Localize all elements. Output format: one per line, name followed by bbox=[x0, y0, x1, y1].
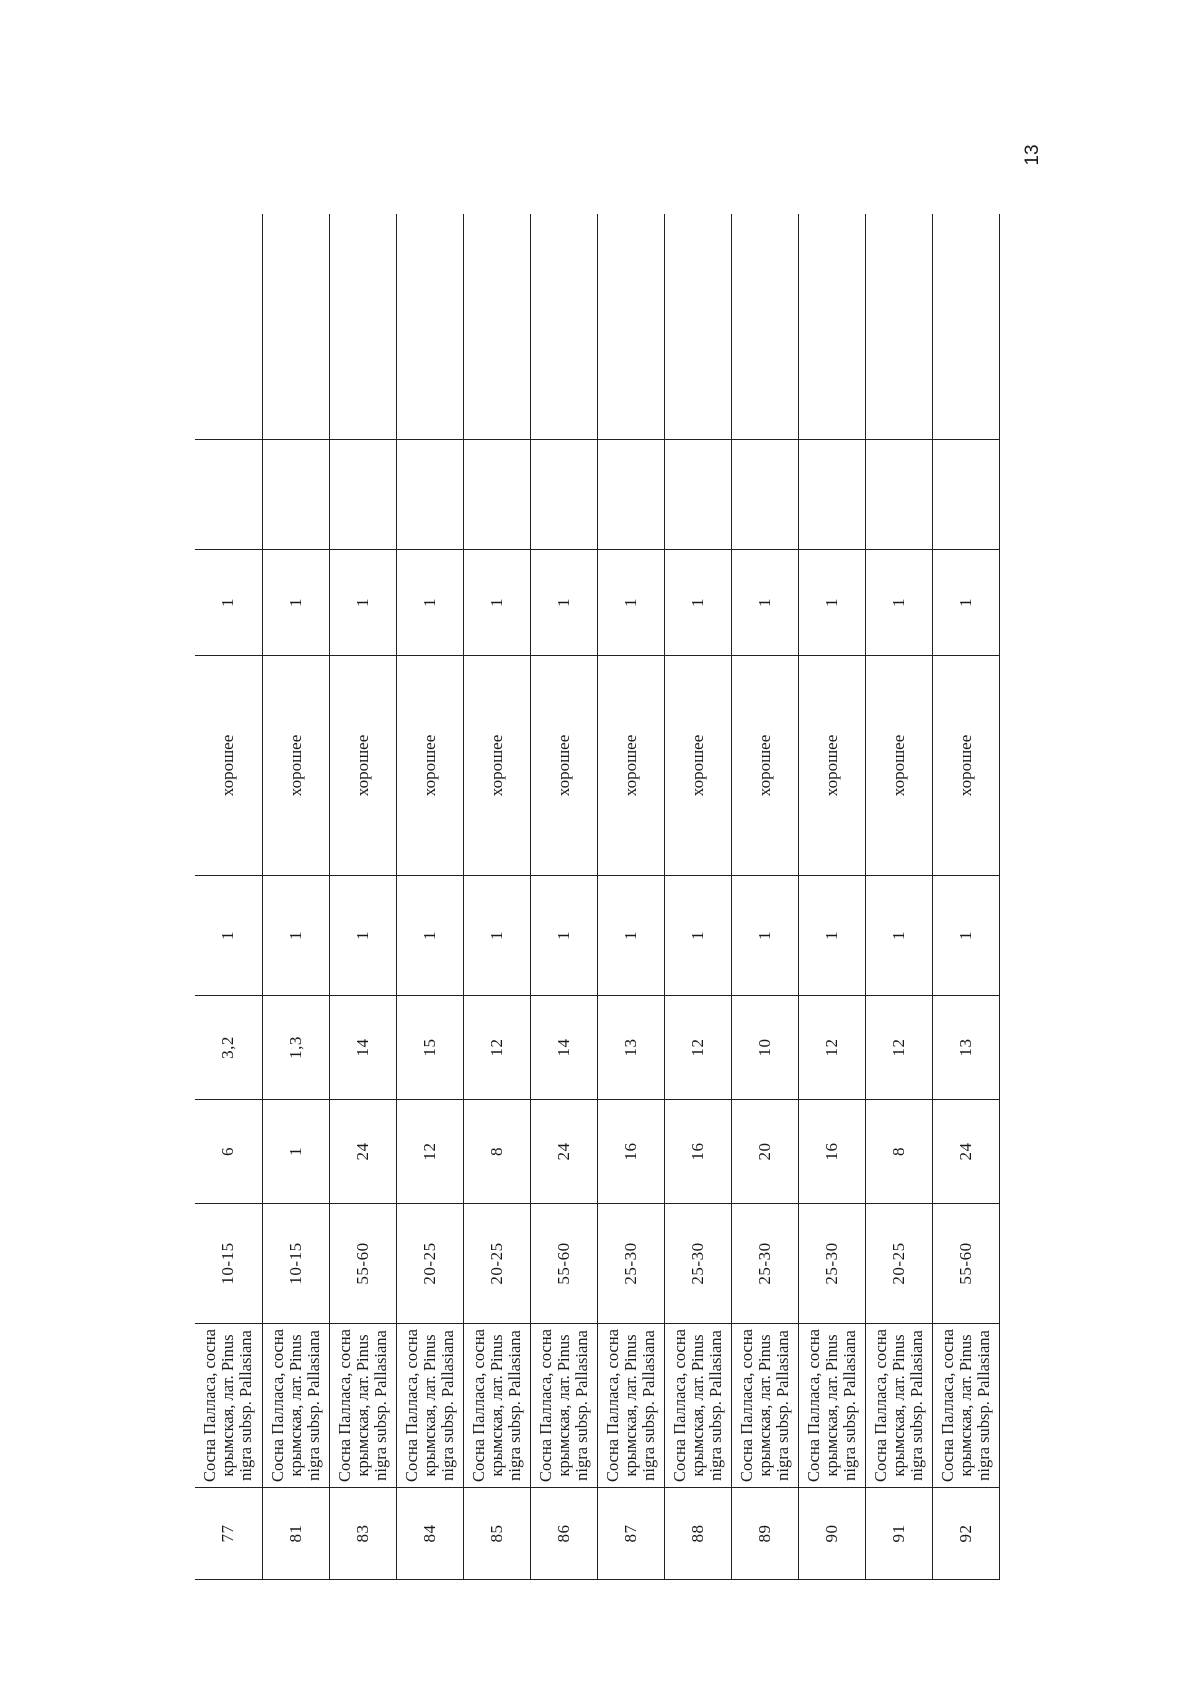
condition-cell: хорошее bbox=[865, 656, 932, 876]
row-number-cell: 77 bbox=[195, 1488, 262, 1580]
count-cell: 1 bbox=[530, 876, 597, 996]
empty-cell bbox=[597, 214, 664, 440]
count-cell: 1 bbox=[463, 876, 530, 996]
empty-cell bbox=[932, 214, 999, 440]
table-row bbox=[731, 214, 798, 1580]
diameter-cell: 1 bbox=[262, 1100, 329, 1204]
category-cell: 1 bbox=[731, 550, 798, 656]
category-cell: 1 bbox=[597, 550, 664, 656]
empty-cell bbox=[463, 440, 530, 550]
row-number-cell: 85 bbox=[463, 1488, 530, 1580]
age-cell: 55-60 bbox=[932, 1204, 999, 1324]
age-cell: 25-30 bbox=[731, 1204, 798, 1324]
table-row bbox=[530, 214, 597, 1580]
empty-cell bbox=[262, 214, 329, 440]
empty-cell bbox=[731, 214, 798, 440]
category-cell: 1 bbox=[664, 550, 731, 656]
empty-cell bbox=[530, 214, 597, 440]
species-cell: Сосна Палласа, сосна крымская, лат. Pinus nigra subsp. Pallasiana bbox=[932, 1324, 999, 1488]
category-cell: 1 bbox=[262, 550, 329, 656]
age-cell: 55-60 bbox=[530, 1204, 597, 1324]
empty-cell bbox=[597, 440, 664, 550]
height-cell: 13 bbox=[932, 996, 999, 1100]
row-number-cell: 83 bbox=[329, 1488, 396, 1580]
condition-cell: хорошее bbox=[664, 656, 731, 876]
count-cell: 1 bbox=[731, 876, 798, 996]
table-body bbox=[195, 214, 1000, 1580]
diameter-cell: 16 bbox=[597, 1100, 664, 1204]
species-cell: Сосна Палласа, сосна крымская, лат. Pinus nigra subsp. Pallasiana bbox=[262, 1324, 329, 1488]
diameter-cell: 12 bbox=[396, 1100, 463, 1204]
count-cell: 1 bbox=[865, 876, 932, 996]
diameter-cell: 16 bbox=[798, 1100, 865, 1204]
count-cell: 1 bbox=[597, 876, 664, 996]
species-cell: Сосна Палласа, сосна крымская, лат. Pinus nigra subsp. Pallasiana bbox=[463, 1324, 530, 1488]
empty-cell bbox=[396, 214, 463, 440]
height-cell: 12 bbox=[463, 996, 530, 1100]
diameter-cell: 8 bbox=[865, 1100, 932, 1204]
row-number-cell: 81 bbox=[262, 1488, 329, 1580]
age-cell: 25-30 bbox=[798, 1204, 865, 1324]
condition-cell: хорошее bbox=[329, 656, 396, 876]
row-number-cell: 87 bbox=[597, 1488, 664, 1580]
empty-cell bbox=[463, 214, 530, 440]
age-cell: 20-25 bbox=[396, 1204, 463, 1324]
category-cell: 1 bbox=[463, 550, 530, 656]
row-number-cell: 86 bbox=[530, 1488, 597, 1580]
height-cell: 12 bbox=[664, 996, 731, 1100]
category-cell: 1 bbox=[865, 550, 932, 656]
count-cell: 1 bbox=[664, 876, 731, 996]
table-row bbox=[195, 214, 262, 1580]
condition-cell: хорошее bbox=[798, 656, 865, 876]
table-row bbox=[865, 214, 932, 1580]
height-cell: 15 bbox=[396, 996, 463, 1100]
height-cell: 12 bbox=[798, 996, 865, 1100]
category-cell: 1 bbox=[530, 550, 597, 656]
empty-cell bbox=[530, 440, 597, 550]
table-row bbox=[932, 214, 999, 1580]
condition-cell: хорошее bbox=[396, 656, 463, 876]
diameter-cell: 20 bbox=[731, 1100, 798, 1204]
diameter-cell: 16 bbox=[664, 1100, 731, 1204]
count-cell: 1 bbox=[396, 876, 463, 996]
empty-cell bbox=[798, 440, 865, 550]
table-row bbox=[262, 214, 329, 1580]
diameter-cell: 24 bbox=[932, 1100, 999, 1204]
empty-cell bbox=[798, 214, 865, 440]
diameter-cell: 24 bbox=[329, 1100, 396, 1204]
condition-cell: хорошее bbox=[731, 656, 798, 876]
count-cell: 1 bbox=[932, 876, 999, 996]
empty-cell bbox=[195, 440, 262, 550]
empty-cell bbox=[865, 214, 932, 440]
age-cell: 20-25 bbox=[463, 1204, 530, 1324]
height-cell: 1,3 bbox=[262, 996, 329, 1100]
table-row bbox=[798, 214, 865, 1580]
empty-cell bbox=[262, 440, 329, 550]
empty-cell bbox=[396, 440, 463, 550]
tree-inventory-table-region bbox=[195, 214, 1000, 1580]
category-cell: 1 bbox=[932, 550, 999, 656]
condition-cell: хорошее bbox=[530, 656, 597, 876]
count-cell: 1 bbox=[798, 876, 865, 996]
row-number-cell: 84 bbox=[396, 1488, 463, 1580]
empty-cell bbox=[932, 440, 999, 550]
empty-cell bbox=[195, 214, 262, 440]
category-cell: 1 bbox=[396, 550, 463, 656]
diameter-cell: 8 bbox=[463, 1100, 530, 1204]
diameter-cell: 24 bbox=[530, 1100, 597, 1204]
diameter-cell: 6 bbox=[195, 1100, 262, 1204]
species-cell: Сосна Палласа, сосна крымская, лат. Pinus nigra subsp. Pallasiana bbox=[396, 1324, 463, 1488]
species-cell: Сосна Палласа, сосна крымская, лат. Pinus nigra subsp. Pallasiana bbox=[329, 1324, 396, 1488]
row-number-cell: 89 bbox=[731, 1488, 798, 1580]
age-cell: 10-15 bbox=[195, 1204, 262, 1324]
empty-cell bbox=[664, 214, 731, 440]
table-row bbox=[396, 214, 463, 1580]
age-cell: 20-25 bbox=[865, 1204, 932, 1324]
height-cell: 3,2 bbox=[195, 996, 262, 1100]
height-cell: 10 bbox=[731, 996, 798, 1100]
category-cell: 1 bbox=[195, 550, 262, 656]
condition-cell: хорошее bbox=[463, 656, 530, 876]
condition-cell: хорошее bbox=[262, 656, 329, 876]
empty-cell bbox=[731, 440, 798, 550]
row-number-cell: 91 bbox=[865, 1488, 932, 1580]
species-cell: Сосна Палласа, сосна крымская, лат. Pinus nigra subsp. Pallasiana bbox=[865, 1324, 932, 1488]
age-cell: 10-15 bbox=[262, 1204, 329, 1324]
row-number-cell: 90 bbox=[798, 1488, 865, 1580]
species-cell: Сосна Палласа, сосна крымская, лат. Pinus nigra subsp. Pallasiana bbox=[798, 1324, 865, 1488]
age-cell: 25-30 bbox=[597, 1204, 664, 1324]
category-cell: 1 bbox=[329, 550, 396, 656]
table-row bbox=[329, 214, 396, 1580]
count-cell: 1 bbox=[262, 876, 329, 996]
row-number-cell: 92 bbox=[932, 1488, 999, 1580]
empty-cell bbox=[329, 214, 396, 440]
height-cell: 13 bbox=[597, 996, 664, 1100]
species-cell: Сосна Палласа, сосна крымская, лат. Pinus nigra subsp. Pallasiana bbox=[664, 1324, 731, 1488]
count-cell: 1 bbox=[329, 876, 396, 996]
empty-cell bbox=[865, 440, 932, 550]
age-cell: 25-30 bbox=[664, 1204, 731, 1324]
height-cell: 12 bbox=[865, 996, 932, 1100]
condition-cell: хорошее bbox=[932, 656, 999, 876]
height-cell: 14 bbox=[530, 996, 597, 1100]
condition-cell: хорошее bbox=[597, 656, 664, 876]
table-row bbox=[664, 214, 731, 1580]
count-cell: 1 bbox=[195, 876, 262, 996]
category-cell: 1 bbox=[798, 550, 865, 656]
species-cell: Сосна Палласа, сосна крымская, лат. Pinus nigra subsp. Pallasiana bbox=[597, 1324, 664, 1488]
table-row bbox=[463, 214, 530, 1580]
row-number-cell: 88 bbox=[664, 1488, 731, 1580]
height-cell: 14 bbox=[329, 996, 396, 1100]
tree-inventory-table bbox=[195, 214, 1000, 1580]
age-cell: 55-60 bbox=[329, 1204, 396, 1324]
page-number: 13 bbox=[1022, 144, 1043, 166]
condition-cell: хорошее bbox=[195, 656, 262, 876]
species-cell: Сосна Палласа, сосна крымская, лат. Pinus nigra subsp. Pallasiana bbox=[195, 1324, 262, 1488]
table-row bbox=[597, 214, 664, 1580]
species-cell: Сосна Палласа, сосна крымская, лат. Pinus nigra subsp. Pallasiana bbox=[530, 1324, 597, 1488]
empty-cell bbox=[664, 440, 731, 550]
species-cell: Сосна Палласа, сосна крымская, лат. Pinus nigra subsp. Pallasiana bbox=[731, 1324, 798, 1488]
empty-cell bbox=[329, 440, 396, 550]
